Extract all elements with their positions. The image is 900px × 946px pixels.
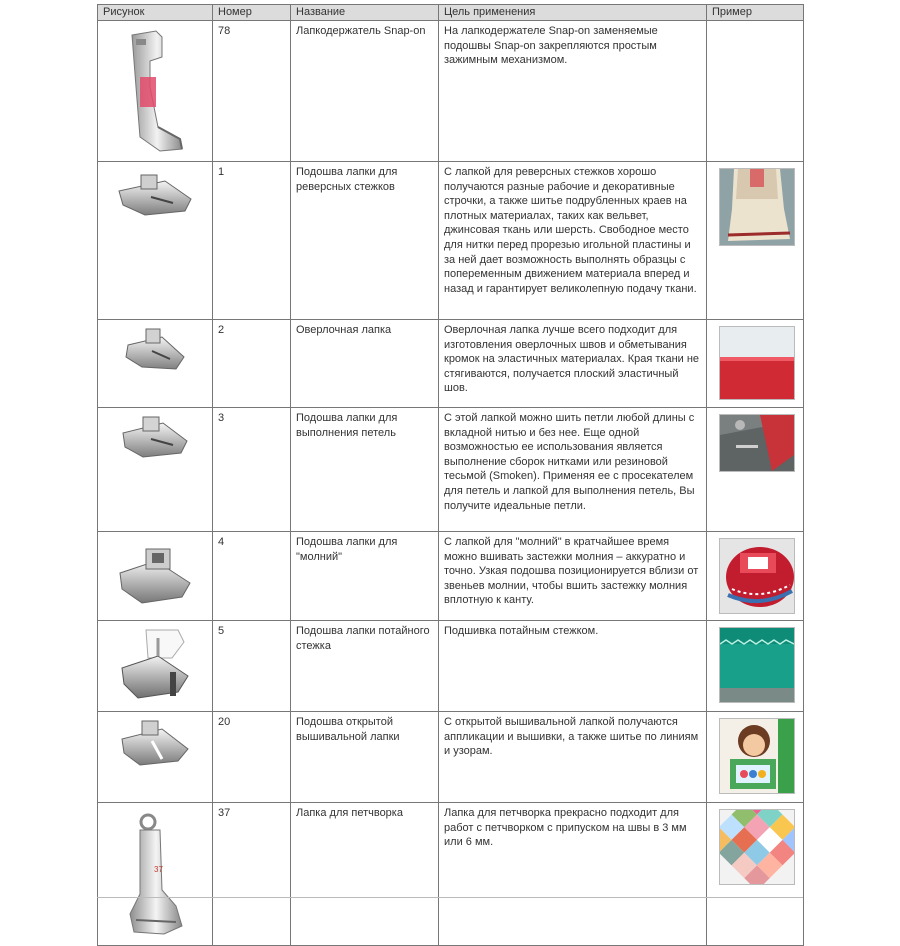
table-row (98, 621, 804, 712)
foot-number: 20 (213, 712, 291, 803)
foot-purpose: С этой лапкой можно шить петли любой длины с вкладной нитью и без нее. Еще одной возможностью ее использования является выполнение сборок нитками или резиновой тесьмой (Smoken). Применяя ее с просекателем для петель и лапкой для выполнения петель, Вы получите идеальные петли. (439, 408, 707, 532)
example-cell (707, 803, 804, 946)
foot-name: Лапка для петчворка (291, 803, 439, 946)
foot-number: 78 (213, 21, 291, 162)
example-cell (707, 621, 804, 712)
buttonhole-example-icon (719, 414, 795, 472)
foot-image-cell (98, 21, 213, 162)
foot-purpose: С лапкой для "молний" в кратчайшее время можно вшивать застежки молния – аккуратно и точно. Узкая подошва позиционируется вблизи от звеньев молнии, чтобы вшить застежку молния вплотную к канту. (439, 532, 707, 621)
table-row (98, 532, 804, 621)
foot-name: Подошва лапки потайного стежка (291, 621, 439, 712)
foot-name: Подошва открытой вышивальной лапки (291, 712, 439, 803)
zipper-foot-icon (116, 545, 194, 607)
foot-number: 2 (213, 320, 291, 408)
foot-image-cell (98, 803, 213, 946)
foot-purpose: Подшивка потайным стежком. (439, 621, 707, 712)
table-row (98, 712, 804, 803)
header-purpose: Цель применения (439, 5, 707, 21)
foot-image-cell (98, 712, 213, 803)
zipper-example-icon (719, 538, 795, 614)
foot-image-cell (98, 408, 213, 532)
blind-hem-example-icon (719, 627, 795, 703)
foot-purpose: На лапкодержателе Snap-on заменяемые подошвы Snap-on закрепляются простым зажимным механизмом. (439, 21, 707, 162)
apron-example-icon (719, 168, 795, 246)
presser-feet-table (97, 4, 804, 946)
foot-number: 1 (213, 162, 291, 320)
example-cell (707, 21, 804, 162)
foot-purpose: Оверлочная лапка лучше всего подходит для изготовления оверлочных швов и обметывания кромок на эластичных материалах. Края ткани не стягиваются, получается плоский эластичный шов. (439, 320, 707, 408)
foot-name: Подошва лапки для выполнения петель (291, 408, 439, 532)
table-row (98, 803, 804, 946)
header-example: Пример (707, 5, 804, 21)
patchwork-foot-icon (120, 810, 190, 938)
table-row (98, 162, 804, 320)
example-cell (707, 408, 804, 532)
example-cell (707, 320, 804, 408)
snap-on-holder-icon (110, 27, 200, 155)
foot-number: 37 (213, 803, 291, 946)
foot-number: 3 (213, 408, 291, 532)
foot-name: Оверлочная лапка (291, 320, 439, 408)
blind-stitch-foot-icon (118, 628, 192, 704)
red-fabric-example-icon (719, 326, 795, 400)
example-cell (707, 532, 804, 621)
header-name: Название (291, 5, 439, 21)
table-row (98, 21, 804, 162)
example-cell (707, 712, 804, 803)
foot-image-cell (98, 532, 213, 621)
table-row (98, 320, 804, 408)
foot-number: 5 (213, 621, 291, 712)
foot-number: 4 (213, 532, 291, 621)
buttonhole-foot-icon (119, 415, 191, 461)
table-header-row (98, 5, 804, 21)
example-cell (707, 162, 804, 320)
foot-purpose: С открытой вышивальной лапкой получаются аппликации и вышивки, а также шитье по линиям и узорам. (439, 712, 707, 803)
table-row (98, 408, 804, 532)
foot-image-cell (98, 320, 213, 408)
foot-image-cell (98, 621, 213, 712)
foot-image-cell (98, 162, 213, 320)
open-embroidery-foot-icon (118, 719, 192, 769)
foot-purpose: Лапка для петчворка прекрасно подходит для работ с петчворком с припуском на швы в 3 мм или 6 мм. (439, 803, 707, 946)
header-number: Номер (213, 5, 291, 21)
foot-name: Лапкодержатель Snap-on (291, 21, 439, 162)
applique-example-icon (719, 718, 795, 794)
foot-name: Подошва лапки для "молний" (291, 532, 439, 621)
foot-name: Подошва лапки для реверсных стежков (291, 162, 439, 320)
patchwork-example-icon (719, 809, 795, 885)
foot-mark: 37 (154, 865, 163, 874)
overlock-foot-icon (122, 327, 188, 375)
foot-purpose: С лапкой для реверсных стежков хорошо получаются разные рабочие и декоративные строчки, а также шитье подрубленных краев на плотных материалах, таких как вельвет, джинсовая ткань или шерсть. Свободное место для нитки перед прорезью игольной пластины и за ней дает возможность выполнять образцы с попеременным движением материала вперед и назад и гарантирует великолепную подачу ткани. (439, 162, 707, 320)
reverse-stitch-foot-icon (115, 171, 195, 219)
bottom-rule (97, 897, 803, 898)
header-image: Рисунок (98, 5, 213, 21)
